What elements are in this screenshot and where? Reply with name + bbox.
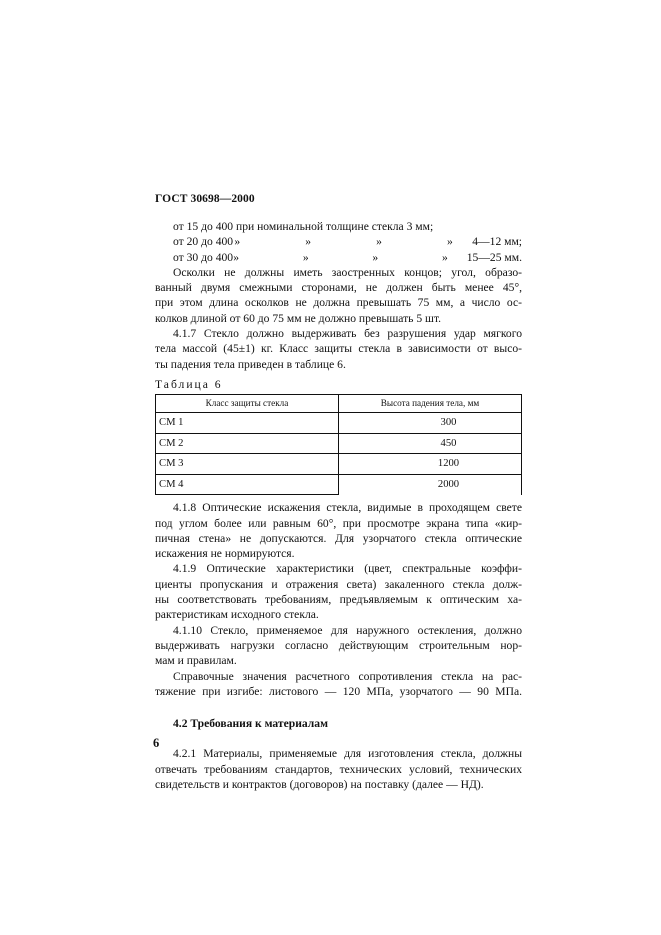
- table-row: [156, 413, 522, 434]
- ditto-mark: »: [305, 235, 312, 249]
- text-line: 4.2.1 Материалы, применяемые для изготовления стекла, должны: [173, 747, 522, 761]
- paragraph-reference-values: [155, 669, 522, 700]
- page-number: 6: [153, 736, 160, 750]
- text-line: 4.1.7 Стекло должно выдерживать без разрушения удар мягкого: [173, 327, 522, 341]
- text-line: циенты пропускания и отражения света) закаленного стекла долж-: [155, 577, 522, 591]
- paragraph-shards: [155, 265, 522, 326]
- ditto-mark: »: [302, 250, 309, 264]
- table-caption: Таблица 6: [155, 377, 223, 391]
- text-line: пичная стена» не допускаются. Для узорчатого стекла оптические: [155, 531, 522, 545]
- range-value: 4—12 мм;: [472, 235, 523, 249]
- paragraph-4-1-8: [155, 500, 522, 561]
- page-content: [155, 219, 522, 792]
- text-line: от 15 до 400 при номинальной толщине стекла 3 мм;: [173, 220, 434, 233]
- range-from: от 30 до 400: [173, 250, 234, 264]
- paragraph-4-1-9: [155, 561, 522, 622]
- text-line: 4.1.9 Оптические характеристики (цвет, спектральные коэффи-: [173, 562, 522, 576]
- text-line: Справочные значения расчетного сопротивления стекла на рас-: [173, 669, 522, 683]
- table-header-row: [156, 395, 522, 413]
- table-row: [156, 454, 522, 475]
- table-cell-class: СМ 2: [156, 433, 339, 454]
- section-title: 4.2 Требования к материалам: [173, 717, 328, 731]
- table-cell-height: 2000: [339, 474, 522, 495]
- text-line: тяжение при изгибе: листового — 120 МПа, узорчатого — 90 МПа.: [155, 684, 522, 698]
- table-header-cell: Высота падения тела, мм: [339, 395, 522, 413]
- text-line: ванный двумя смежными сторонами, не должен быть менее 45°,: [155, 281, 522, 295]
- table-cell-class: СМ 3: [156, 454, 339, 475]
- table-cell-height: 450: [339, 433, 522, 454]
- ditto-mark: »: [234, 235, 241, 249]
- text-line: рактеристикам исходного стекла.: [155, 608, 319, 622]
- text-line: 4.1.10 Стекло, применяемое для наружного остекления, должно: [173, 623, 522, 637]
- text-line: ны соответствовать требованиям, предъявляемым к оптическим ха-: [155, 593, 522, 607]
- range-line: [155, 234, 522, 249]
- range-value: 15—25 мм.: [466, 250, 522, 264]
- paragraph-4-1-10: [155, 623, 522, 669]
- ditto-mark: »: [233, 250, 240, 264]
- text-line: свидетельств и контрактов (договоров) на поставку (далее — НД).: [155, 778, 484, 792]
- range-line: [155, 250, 522, 265]
- ditto-mark: »: [441, 250, 448, 264]
- table-cell-class: СМ 4: [156, 474, 339, 495]
- text-line: Осколки не должны иметь заостренных концов; угол, образо-: [173, 265, 522, 279]
- text-line: под углом более или равным 60°, при просмотре экрана типа «кир-: [155, 516, 522, 530]
- text-line: тела массой (45±1) кг. Класс защиты стекла в зависимости от высо-: [155, 342, 522, 356]
- table-row: [156, 433, 522, 454]
- paragraph-4-1-7: [155, 326, 522, 372]
- ditto-mark: »: [376, 235, 382, 249]
- table-row: [156, 474, 522, 495]
- text-line: искажения не нормируются.: [155, 547, 295, 561]
- text-line: при этом длина осколков не должна превышать 75 мм, а число ос-: [155, 296, 522, 310]
- text-line: ты падения тела приведен в таблице 6.: [155, 357, 346, 371]
- text-line: выдерживать нагрузки согласно действующим строительным нор-: [155, 638, 522, 652]
- text-line: отвечать требованиям стандартов, технических условий, технических: [155, 762, 522, 776]
- table-cell-class: СМ 1: [156, 413, 339, 434]
- text-line: 4.1.8 Оптические искажения стекла, видимые в проходящем свете: [173, 501, 522, 515]
- table-cell-height: 1200: [339, 454, 522, 475]
- document-header: ГОСТ 30698—2000: [155, 193, 255, 205]
- table-cell-height: 300: [339, 413, 522, 434]
- text-line: мам и правилам.: [155, 654, 237, 668]
- text-line: колков длиной от 60 до 75 мм не должно превышать 5 шт.: [155, 311, 442, 325]
- table-header-cell: Класс защиты стекла: [156, 395, 339, 413]
- paragraph-4-2-1: [155, 746, 522, 792]
- ditto-mark: »: [372, 250, 379, 264]
- range-from: от 20 до 400: [173, 235, 234, 249]
- table-6: [155, 394, 522, 495]
- ditto-mark: »: [447, 235, 453, 249]
